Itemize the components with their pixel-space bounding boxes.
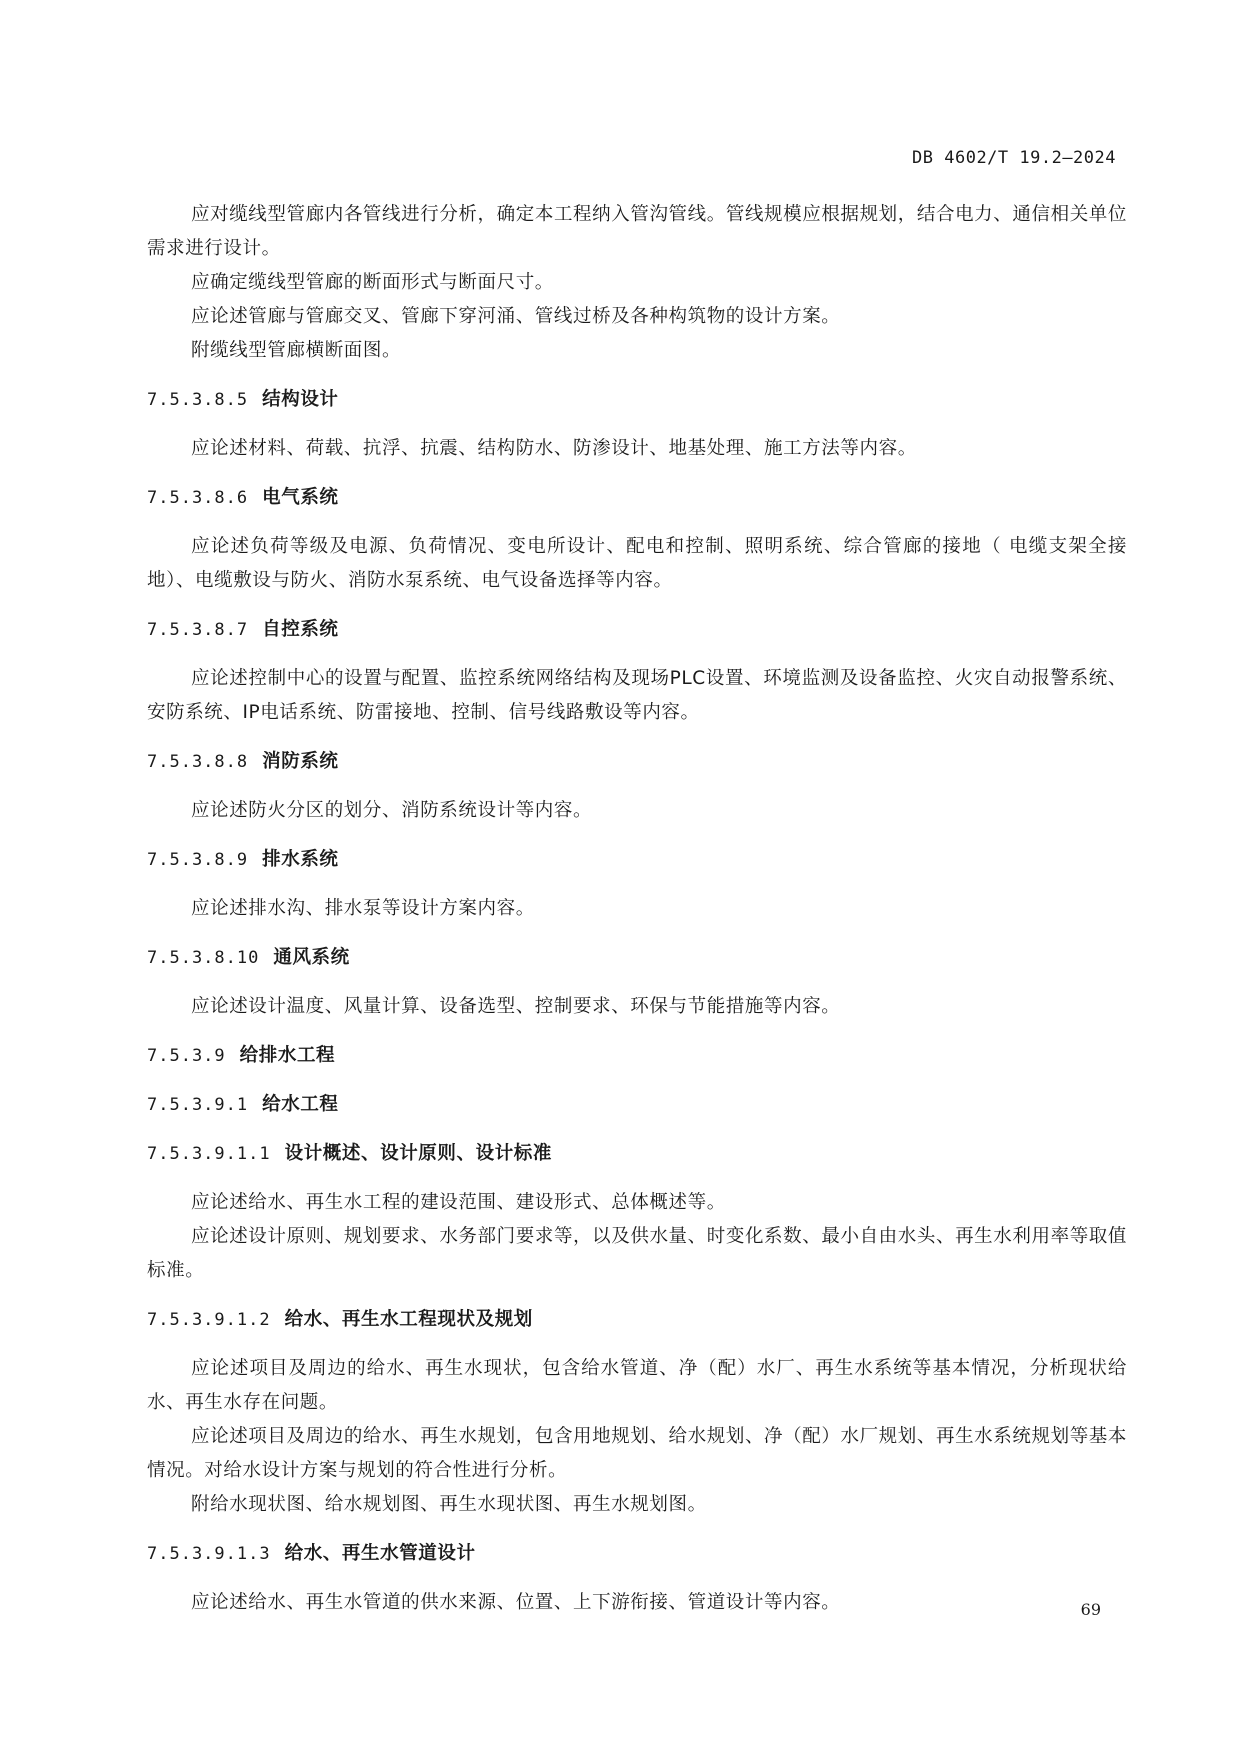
section-heading — [147, 1137, 1127, 1171]
paragraph: 应论述给水、再生水管道的供水来源、位置、上下游衔接、管道设计等内容。 — [191, 1592, 841, 1613]
paragraph: 应论述设计原则、规划要求、水务部门要求等，以及供水量、时变化系数、最小自由水头、再生水利用率等取值标准。 — [147, 1226, 1127, 1281]
section-number: 7.5.3.8.8 — [147, 752, 249, 772]
section-title: 电气系统 — [262, 487, 339, 508]
section-heading — [147, 745, 1127, 779]
paragraph: 应论述排水沟、排水泵等设计方案内容。 — [191, 898, 535, 919]
section-number: 7.5.3.8.9 — [147, 850, 249, 870]
paragraph: 应确定缆线型管廊的断面形式与断面尺寸。 — [191, 272, 554, 293]
section-title: 设计概述、设计原则、设计标准 — [284, 1143, 552, 1164]
section-heading — [147, 613, 1127, 647]
section-heading — [147, 941, 1127, 975]
section-number: 7.5.3.8.10 — [147, 948, 260, 968]
section-heading — [147, 1039, 1127, 1073]
section-title: 通风系统 — [273, 947, 350, 968]
section-title: 给水、再生水管道设计 — [284, 1543, 476, 1564]
paragraph: 应论述负荷等级及电源、负荷情况、变电所设计、配电和控制、照明系统、综合管廊的接地（ 电缆支架全接地）、电缆敷设与防火、消防水泵系统、电气设备选择等内容。 — [147, 536, 1127, 591]
section-heading — [147, 481, 1127, 515]
section-number: 7.5.3.8.7 — [147, 620, 249, 640]
section-title: 给排水工程 — [239, 1045, 336, 1066]
paragraph: 应论述项目及周边的给水、再生水规划，包含用地规划、给水规划、净（配）水厂规划、再生水系统规划等基本情况。对给水设计方案与规划的符合性进行分析。 — [147, 1426, 1127, 1481]
section-title: 给水工程 — [262, 1094, 339, 1115]
page-header-code: DB 4602/T 19.2—2024 — [912, 148, 1116, 168]
section-title: 给水、再生水工程现状及规划 — [284, 1309, 533, 1330]
section-title: 排水系统 — [262, 849, 339, 870]
section-title: 结构设计 — [262, 389, 339, 410]
section-number: 7.5.3.9 — [147, 1046, 226, 1066]
section-heading — [147, 1303, 1127, 1337]
section-number: 7.5.3.8.5 — [147, 390, 249, 410]
section-number: 7.5.3.9.1 — [147, 1095, 249, 1115]
section-heading — [147, 1537, 1127, 1571]
section-number: 7.5.3.9.1.3 — [147, 1544, 271, 1564]
section-title: 消防系统 — [262, 751, 339, 772]
section-number: 7.5.3.9.1.2 — [147, 1310, 271, 1330]
paragraph: 附缆线型管廊横断面图。 — [191, 340, 402, 361]
paragraph: 应论述材料、荷载、抗浮、抗震、结构防水、防渗设计、地基处理、施工方法等内容。 — [191, 438, 917, 459]
paragraph: 应论述管廊与管廊交叉、管廊下穿河涌、管线过桥及各种构筑物的设计方案。 — [191, 306, 841, 327]
paragraph: 应论述项目及周边的给水、再生水现状，包含给水管道、净（配）水厂、再生水系统等基本情况，分析现状给水、再生水存在问题。 — [147, 1358, 1127, 1413]
section-heading — [147, 383, 1127, 417]
paragraph: 应论述防火分区的划分、消防系统设计等内容。 — [191, 800, 593, 821]
paragraph: 附给水现状图、给水规划图、再生水现状图、再生水规划图。 — [191, 1494, 707, 1515]
document-body — [147, 198, 1127, 1620]
section-number: 7.5.3.9.1.1 — [147, 1144, 271, 1164]
page-number: 69 — [1080, 1600, 1101, 1619]
paragraph: 应对缆线型管廊内各管线进行分析，确定本工程纳入管沟管线。管线规模应根据规划，结合电力、通信相关单位需求进行设计。 — [147, 204, 1127, 259]
section-heading — [147, 1088, 1127, 1122]
paragraph: 应论述设计温度、风量计算、设备选型、控制要求、环保与节能措施等内容。 — [191, 996, 841, 1017]
section-heading — [147, 843, 1127, 877]
section-number: 7.5.3.8.6 — [147, 488, 249, 508]
paragraph: 应论述控制中心的设置与配置、监控系统网络结构及现场PLC设置、环境监测及设备监控、火灾自动报警系统、安防系统、IP电话系统、防雷接地、控制、信号线路敷设等内容。 — [147, 668, 1127, 723]
section-title: 自控系统 — [262, 619, 339, 640]
paragraph: 应论述给水、再生水工程的建设范围、建设形式、总体概述等。 — [191, 1192, 726, 1213]
